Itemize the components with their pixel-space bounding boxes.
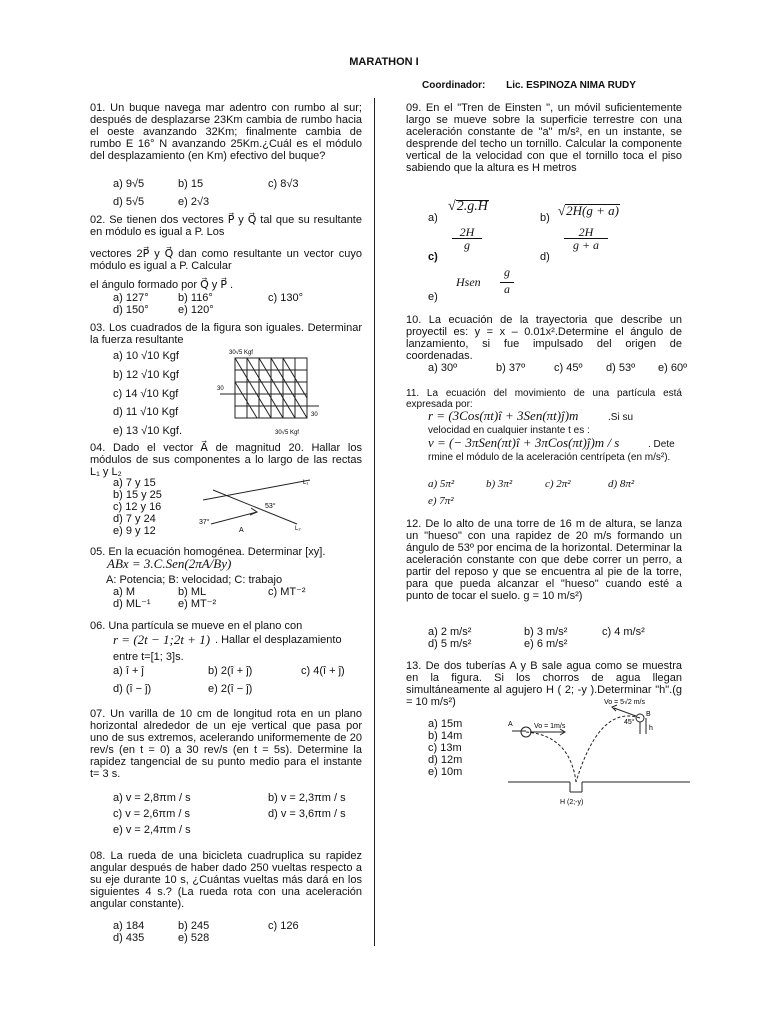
question-07-text: 07. Un varilla de 10 cm de longitud rota en un plano horizontal alrededor de un eje vertical que pasa por uno de sus extremos, acelerando uniformemente de 20 rev/s (en t = 0) a 30 rev/s (en t = 5s). Determine la rapidez tangencial de su punto medio para el instante t= 3 s. [90,708,362,780]
question-08-text: 08. La rueda de una bicicleta cuadruplica su rapidez angular después de haber dado 250 vueltas respecto a su eje durante 10 s, ¿Cuántas vueltas más dará en los siguientes 4 s.? (La rueda rota con una aceleración angular constante). [90,850,362,910]
q9-option-b-label: b) [540,212,550,224]
q1-option-d: d) 5√5 [113,196,145,208]
question-12-text: 12. De lo alto de una torre de 16 m de altura, se lanza un "hueso" con una rapidez de 20 m/s formando un ángulo de 53º por encima de la horizontal. Determinar la aceleración constante con que debe correr un perro, a partir del reposo y que se encuentra al pie de la torre, para que pueda alcanzar el "hueso" cuando esté a punto de tocar el suelo. g = 10 m/s²) [406,518,682,602]
fig-label-right: 30 [311,412,318,418]
q12-option-b: b) 3 m/s² [524,626,568,638]
q3-option-d: d) 11 √10 Kgf [113,406,179,418]
fig-label-b: B [646,711,651,718]
q10-option-a: a) 30º [428,362,458,374]
question-11-line3: rmine el módulo de la aceleración centrípeta (en m/s²). [428,452,671,463]
q5-note: A: Potencia; B: velocidad; C: trabajo [106,574,283,586]
question-13-text: 13. De dos tuberías A y B sale agua como se muestra en la figura. Si los chorros de agua llegan simultáneamente al agujero H ( 2; -y ).Determinar "h".(g = 10 m/s²) [406,660,682,708]
fig-label-top: 30√5 Kgf [229,350,253,356]
coordinator-name: Lic. ESPINOZA NIMA RUDY [506,80,636,91]
fig-line-l2: L₂ [295,526,301,532]
q3-option-c: c) 14 √10 Kgf [113,388,179,400]
q7-option-d: d) v = 3,6πm / s [268,808,346,820]
q11-formula-v: v = (− 3πSen(πt)î + 3πCos(πt)ĵ)m / s [428,435,620,450]
q1-option-a: a) 9√5 [113,178,145,190]
q9-option-b: √2H(g + a) [558,203,619,218]
q4-option-c: c) 12 y 16 [113,501,162,513]
fig-angle-53: 53° [265,503,276,510]
q7-option-e: e) v = 2,4πm / s [113,824,191,836]
q6-option-a: a) î + ĵ [113,665,144,677]
q9-option-a: √2.g.H [448,199,488,214]
question-06-line3: entre t=[1; 3]s. [113,651,184,663]
q6-option-d: d) (î − ĵ) [113,683,152,695]
q9-d-denominator: g + a [564,238,608,251]
fig-vo-a: Vo = 1m/s [534,723,566,730]
q5-option-d: d) ML⁻¹ [113,598,151,610]
q12-option-e: e) 6 m/s² [524,638,568,650]
q12-option-a: a) 2 m/s² [428,626,472,638]
q9-option-d [564,226,608,251]
question-01-text: 01. Un buque navega mar adentro con rumbo al sur; después de desplazarse 23Km cambia de rumbo hacia el oeste avanzando 32Km; finalmente cambia de rumbo E 16° N avanzando 25Km.¿Cuál es el módulo del desplazamiento (en Km) efectivo del buque? [90,102,362,162]
q11-option-a: a) 5π² [428,478,455,490]
question-05-text: 05. En la ecuación homogénea. Determinar [xy]. [90,546,326,558]
q12-option-c: c) 4 m/s² [602,626,645,638]
q11-after-r: .Si su [608,412,634,423]
question-02-line2: vectores 2P⃗ y Q⃗ dan como resultante un vector cuyo módulo es igual a P. Calcular [90,248,362,272]
q5-option-a: a) M [113,586,135,598]
column-divider [374,98,375,946]
q2-option-b: b) 116° [178,292,213,304]
q4-option-b: b) 15 y 25 [113,489,162,501]
q4-option-e: e) 9 y 12 [113,525,156,537]
q13-option-a: a) 15m [428,718,463,730]
q7-option-a: a) v = 2,8πm / s [113,792,191,804]
q6-option-e: e) 2(î − ĵ) [208,683,253,695]
q1-option-c: c) 8√3 [268,178,299,190]
q11-option-e: e) 7π² [428,495,454,507]
q8-option-c: c) 126 [268,920,299,932]
q8-option-e: e) 528 [178,932,210,944]
q3-option-a: a) 10 √10 Kgf [113,350,179,362]
fig-vo-b: Vo = 5√2 m/s [604,699,646,706]
q9-c-denominator: g [452,238,482,251]
q10-option-b: b) 37º [496,362,526,374]
water-pipes-figure [500,696,696,820]
question-04-text: 04. Dado el vector A⃗ de magnitud 20. Hallar los módulos de sus componentes a lo largo de las rectas L₁ y L₂ [90,442,362,478]
question-06-line2: . Hallar el desplazamiento [215,634,342,646]
coordinator-label: Coordinador: [422,80,486,91]
q5-option-e: e) MT⁻² [178,598,217,610]
q11-formula-r: r = (3Cos(πt)î + 3Sen(πt)ĵ)m [428,408,579,423]
page-title: MARATHON I [349,56,419,68]
q1-option-b: b) 15 [178,178,204,190]
q7-option-b: b) v = 2,3πm / s [268,792,346,804]
q5-option-b: b) ML [178,586,207,598]
q9-option-c [452,226,482,251]
q8-option-b: b) 245 [178,920,210,932]
q7-option-c: c) v = 2,6πm / s [113,808,190,820]
q2-option-e: e) 120° [178,304,214,316]
question-09-text: 09. En el "Tren de Einsten ", un móvil suficientemente largo se mueve sobre la superficie terrestre con una aceleración constante de "a" m/s², en un instante, se desprende del techo un tornillo. Calcular la componente vertical de la velocidad con que el tornillo toca el piso sabiendo que la altura es H metros [406,102,682,174]
question-02-line1: 02. Se tienen dos vectores P⃗ y Q⃗ tal que su resultante en módulo es igual a P. Los [90,214,362,238]
q6-formula: r = (2t − 1;2t + 1) [113,632,211,647]
q9-option-c-label: c) [428,251,438,263]
q13-option-d: d) 12m [428,754,463,766]
coordinator [422,80,636,92]
q2-option-d: d) 150° [113,304,149,316]
question-03-text: 03. Los cuadrados de la figura son iguales. Determinar la fuerza resultante [90,322,362,346]
q4-option-a: a) 7 y 15 [113,477,156,489]
q10-option-d: d) 53º [606,362,636,374]
q2-option-c: c) 130° [268,292,303,304]
fig-line-l1: L₁ [303,480,309,486]
q13-option-b: b) 14m [428,730,463,742]
q6-option-b: b) 2(î + ĵ) [208,665,253,677]
q8-option-a: a) 184 [113,920,145,932]
q5-option-c: c) MT⁻² [268,586,306,598]
q11-option-b: b) 3π² [486,478,513,490]
force-grid-figure [215,342,325,438]
q3-option-b: b) 12 √10 Kgf [113,369,179,381]
grid-squares [235,358,307,418]
fig-label-bottom: 30√5 Kgf [275,430,299,436]
q13-option-c: c) 13m [428,742,462,754]
q11-option-c: c) 2π² [545,478,571,490]
question-11-line1: 11. La ecuación del movimiento de una partícula está expresada por: [406,388,682,410]
fig-label-left: 30 [217,386,224,392]
question-06-line1: 06. Una partícula se mueve en el plano con [90,620,303,632]
q10-option-e: e) 60º [658,362,688,374]
fig-vector-label: A [239,527,244,534]
q13-option-e: e) 10m [428,766,463,778]
q9-option-a-label: a) [428,212,438,224]
q9-option-e-label: e) [428,291,438,303]
q9-c-numerator: 2H [459,225,475,239]
q11-after-v: . Dete [648,439,675,450]
fig-label-h: h [649,725,653,732]
fig-angle-37: 37° [199,519,210,526]
q9-d-numerator: 2H [578,225,594,239]
q5-formula: ABx = 3.C.Sen(2πA/By) [107,556,232,571]
q2-option-a: a) 127° [113,292,149,304]
q8-option-d: d) 435 [113,932,145,944]
q3-option-e: e) 13 √10 Kgf. [113,425,183,437]
q9-option-d-label: d) [540,251,550,263]
vector-lines-figure [195,472,315,534]
q6-option-c: c) 4(î + ĵ) [301,665,345,677]
question-02-line3: el ángulo formado por Q⃗ y P⃗ . [90,279,234,291]
q1-option-e: e) 2√3 [178,196,210,208]
question-10-text: 10. La ecuación de la trayectoria que describe un proyectil es: y = x – 0.01x².Determine el ángulo de lanzamiento, si fue impulsado del origen de coordenadas. [406,314,682,362]
q10-option-c: c) 45º [554,362,583,374]
question-11-line2: velocidad en cualquier instante t es : [428,425,590,436]
q12-option-d: d) 5 m/s² [428,638,472,650]
q11-option-d: d) 8π² [608,478,635,490]
fig-label-a: A [508,721,513,728]
fig-angle-45: 45° [624,719,635,726]
q4-option-d: d) 7 y 24 [113,513,156,525]
fig-hole-label: H (2;-y) [560,799,584,806]
